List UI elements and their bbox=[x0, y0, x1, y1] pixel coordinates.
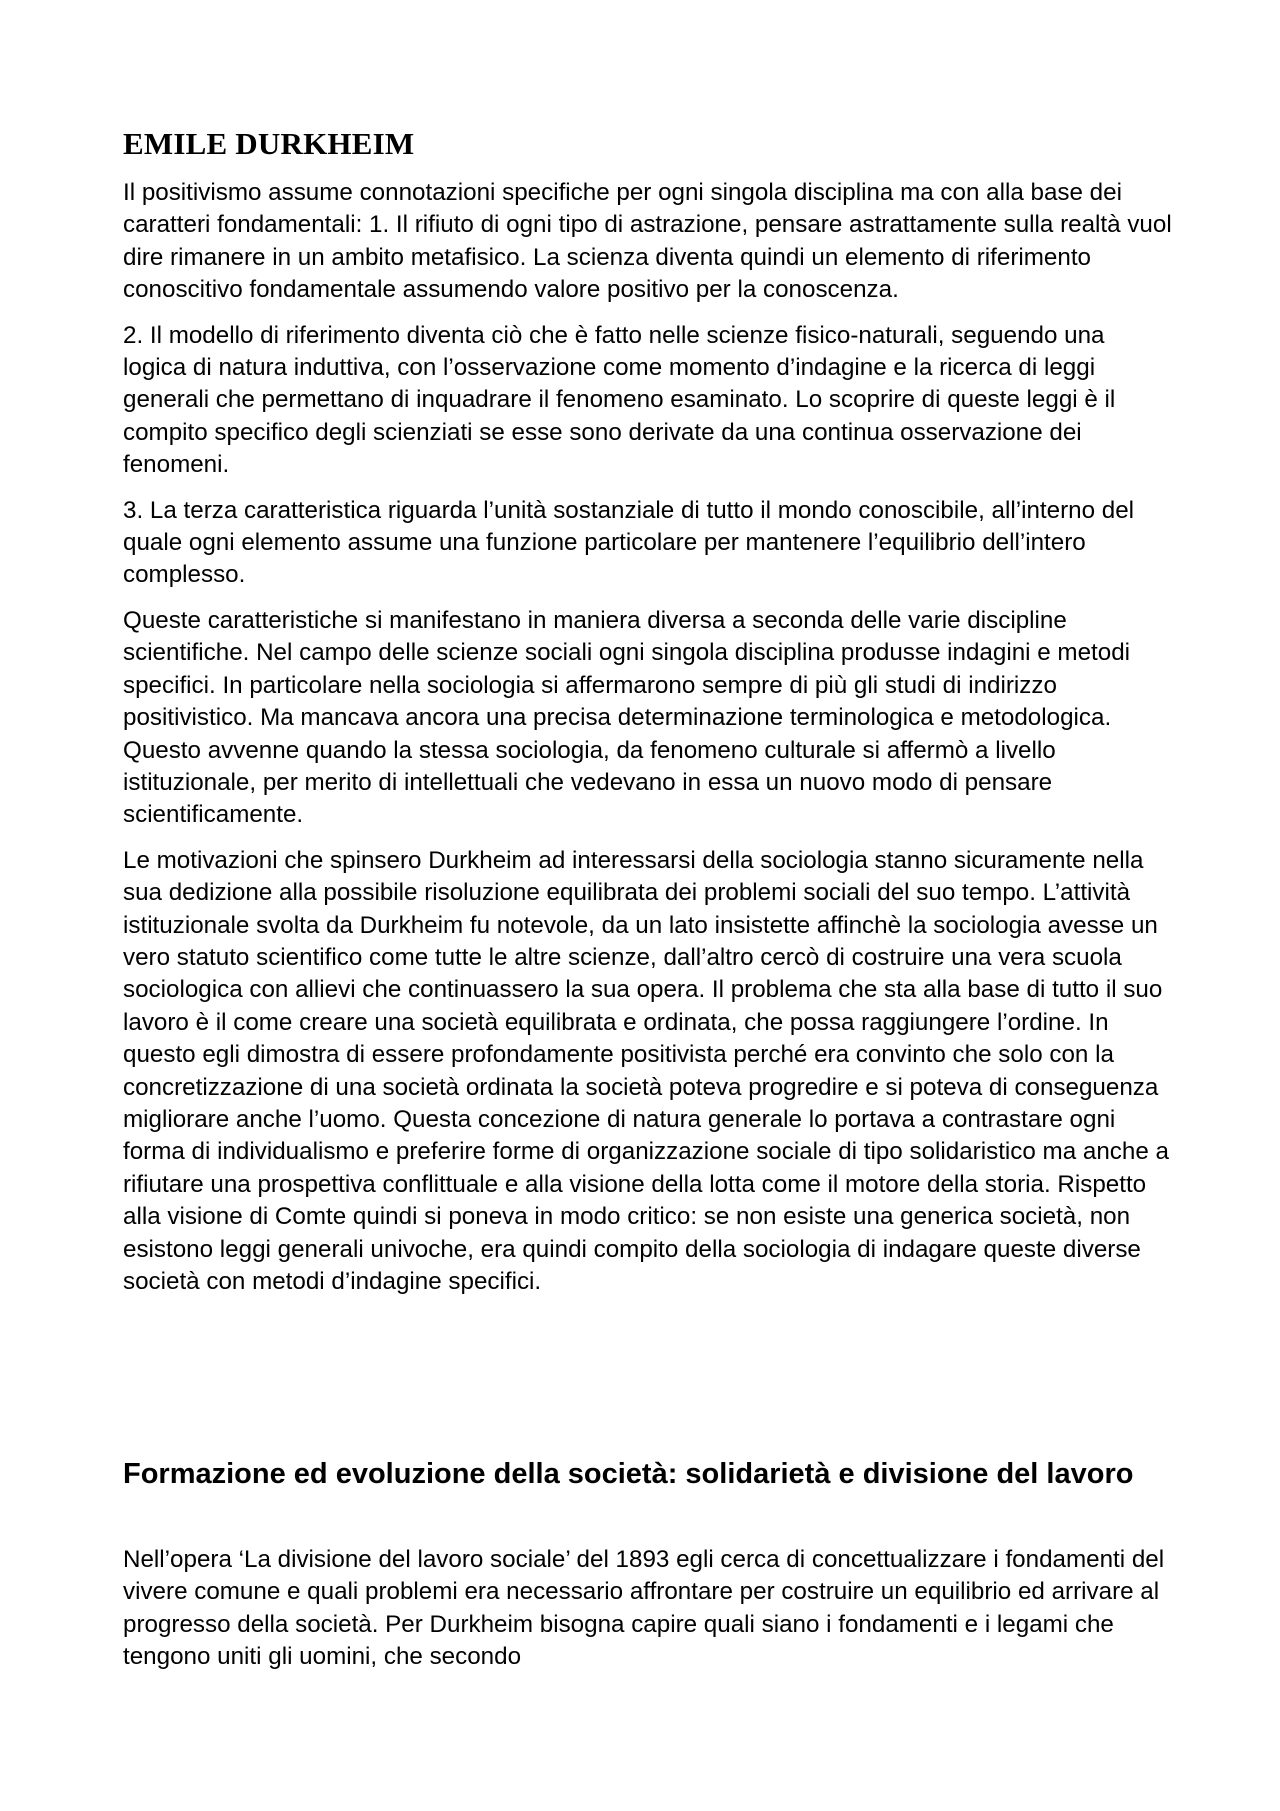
section-heading: Formazione ed evoluzione della società: solidarietà e divisione del lavoro bbox=[123, 1458, 1134, 1490]
paragraph-5: Le motivazioni che spinsero Durkheim ad interessarsi della sociologia stanno sicuramente nella sua dedizione alla possibile risoluzione equilibrata dei problemi sociali del suo tempo. L’attività istituzionale svolta da Durkheim fu notevole, da un lato insistette affinchè la sociologia avesse un vero statuto scientifico come tutte le altre scienze, dall’altro cercò di costruire una vera scuola sociologica con allievi che continuassero la sua opera. Il problema che sta alla base di tutto il suo lavoro è il come creare una società equilibrata e ordinata, che possa raggiungere l’ordine. In questo egli dimostra di essere profondamente positivista perché era convinto che solo con la concretizzazione di una società ordinata la società poteva progredire e si poteva di conseguenza migliorare anche l’uomo. Questa concezione di natura generale lo portava a contrastare ogni forma di individualismo e preferire forme di organizzazione sociale di tipo solidaristico ma anche a rifiutare una prospettiva conflittuale e alla visione della lotta come il motore della storia. Rispetto alla visione di Comte quindi si poneva in modo critico: se non esiste una generica società, non esistono leggi generali univoche, era quindi compito della sociologia di indagare queste diverse società con metodi d’indagine specifici. bbox=[123, 846, 1169, 1295]
paragraph-2: 2. Il modello di riferimento diventa ciò che è fatto nelle scienze fisico-naturali, seguendo una logica di natura induttiva, con l’osservazione come momento d’indagine e la ricerca di leggi generali che permettano di inquadrare il fenomeno esaminato. Lo scoprire di queste leggi è il compito specifico degli scienziati se esse sono derivate da una continua osservazione dei fenomeni. bbox=[123, 321, 1116, 479]
intro-body bbox=[123, 177, 1173, 1311]
page-title: EMILE DURKHEIM bbox=[123, 126, 415, 161]
paragraph-4: Queste caratteristiche si manifestano in maniera diversa a seconda delle varie discipline scientifiche. Nel campo delle scienze sociali ogni singola disciplina produsse indagini e metodi specifici. In particolare nella sociologia si affermarono sempre di più gli studi di indirizzo positivistico. Ma mancava ancora una precisa determinazione terminologica e metodologica. Questo avvenne quando la stessa sociologia, da fenomeno culturale si affermò a livello istituzionale, per merito di intellettuali che vedevano in essa un nuovo modo di pensare scientificamente. bbox=[123, 606, 1131, 829]
section-body bbox=[123, 1544, 1173, 1687]
section-paragraph: Nell’opera ‘La divisione del lavoro sociale’ del 1893 egli cerca di concettualizzare i fondamenti del vivere comune e quali problemi era necessario affrontare per costruire un equilibrio ed arrivare al progresso della società. Per Durkheim bisogna capire quali siano i fondamenti e i legami che tengono uniti gli uomini, che secondo bbox=[123, 1546, 1165, 1671]
paragraph-1: Il positivismo assume connotazioni specifiche per ogni singola disciplina ma con alla base dei caratteri fondamentali: 1. Il rifiuto di ogni tipo di astrazione, pensare astrattamente sulla realtà vuol dire rimanere in un ambito metafisico. La scienza diventa quindi un elemento di riferimento conoscitivo fondamentale assumendo valore positivo per la conoscenza. bbox=[123, 179, 1172, 304]
paragraph-3: 3. La terza caratteristica riguarda l’unità sostanziale di tutto il mondo conoscibile, all’interno del quale ogni elemento assume una funzione particolare per mantenere l’equilibrio dell’intero complesso. bbox=[123, 496, 1135, 589]
